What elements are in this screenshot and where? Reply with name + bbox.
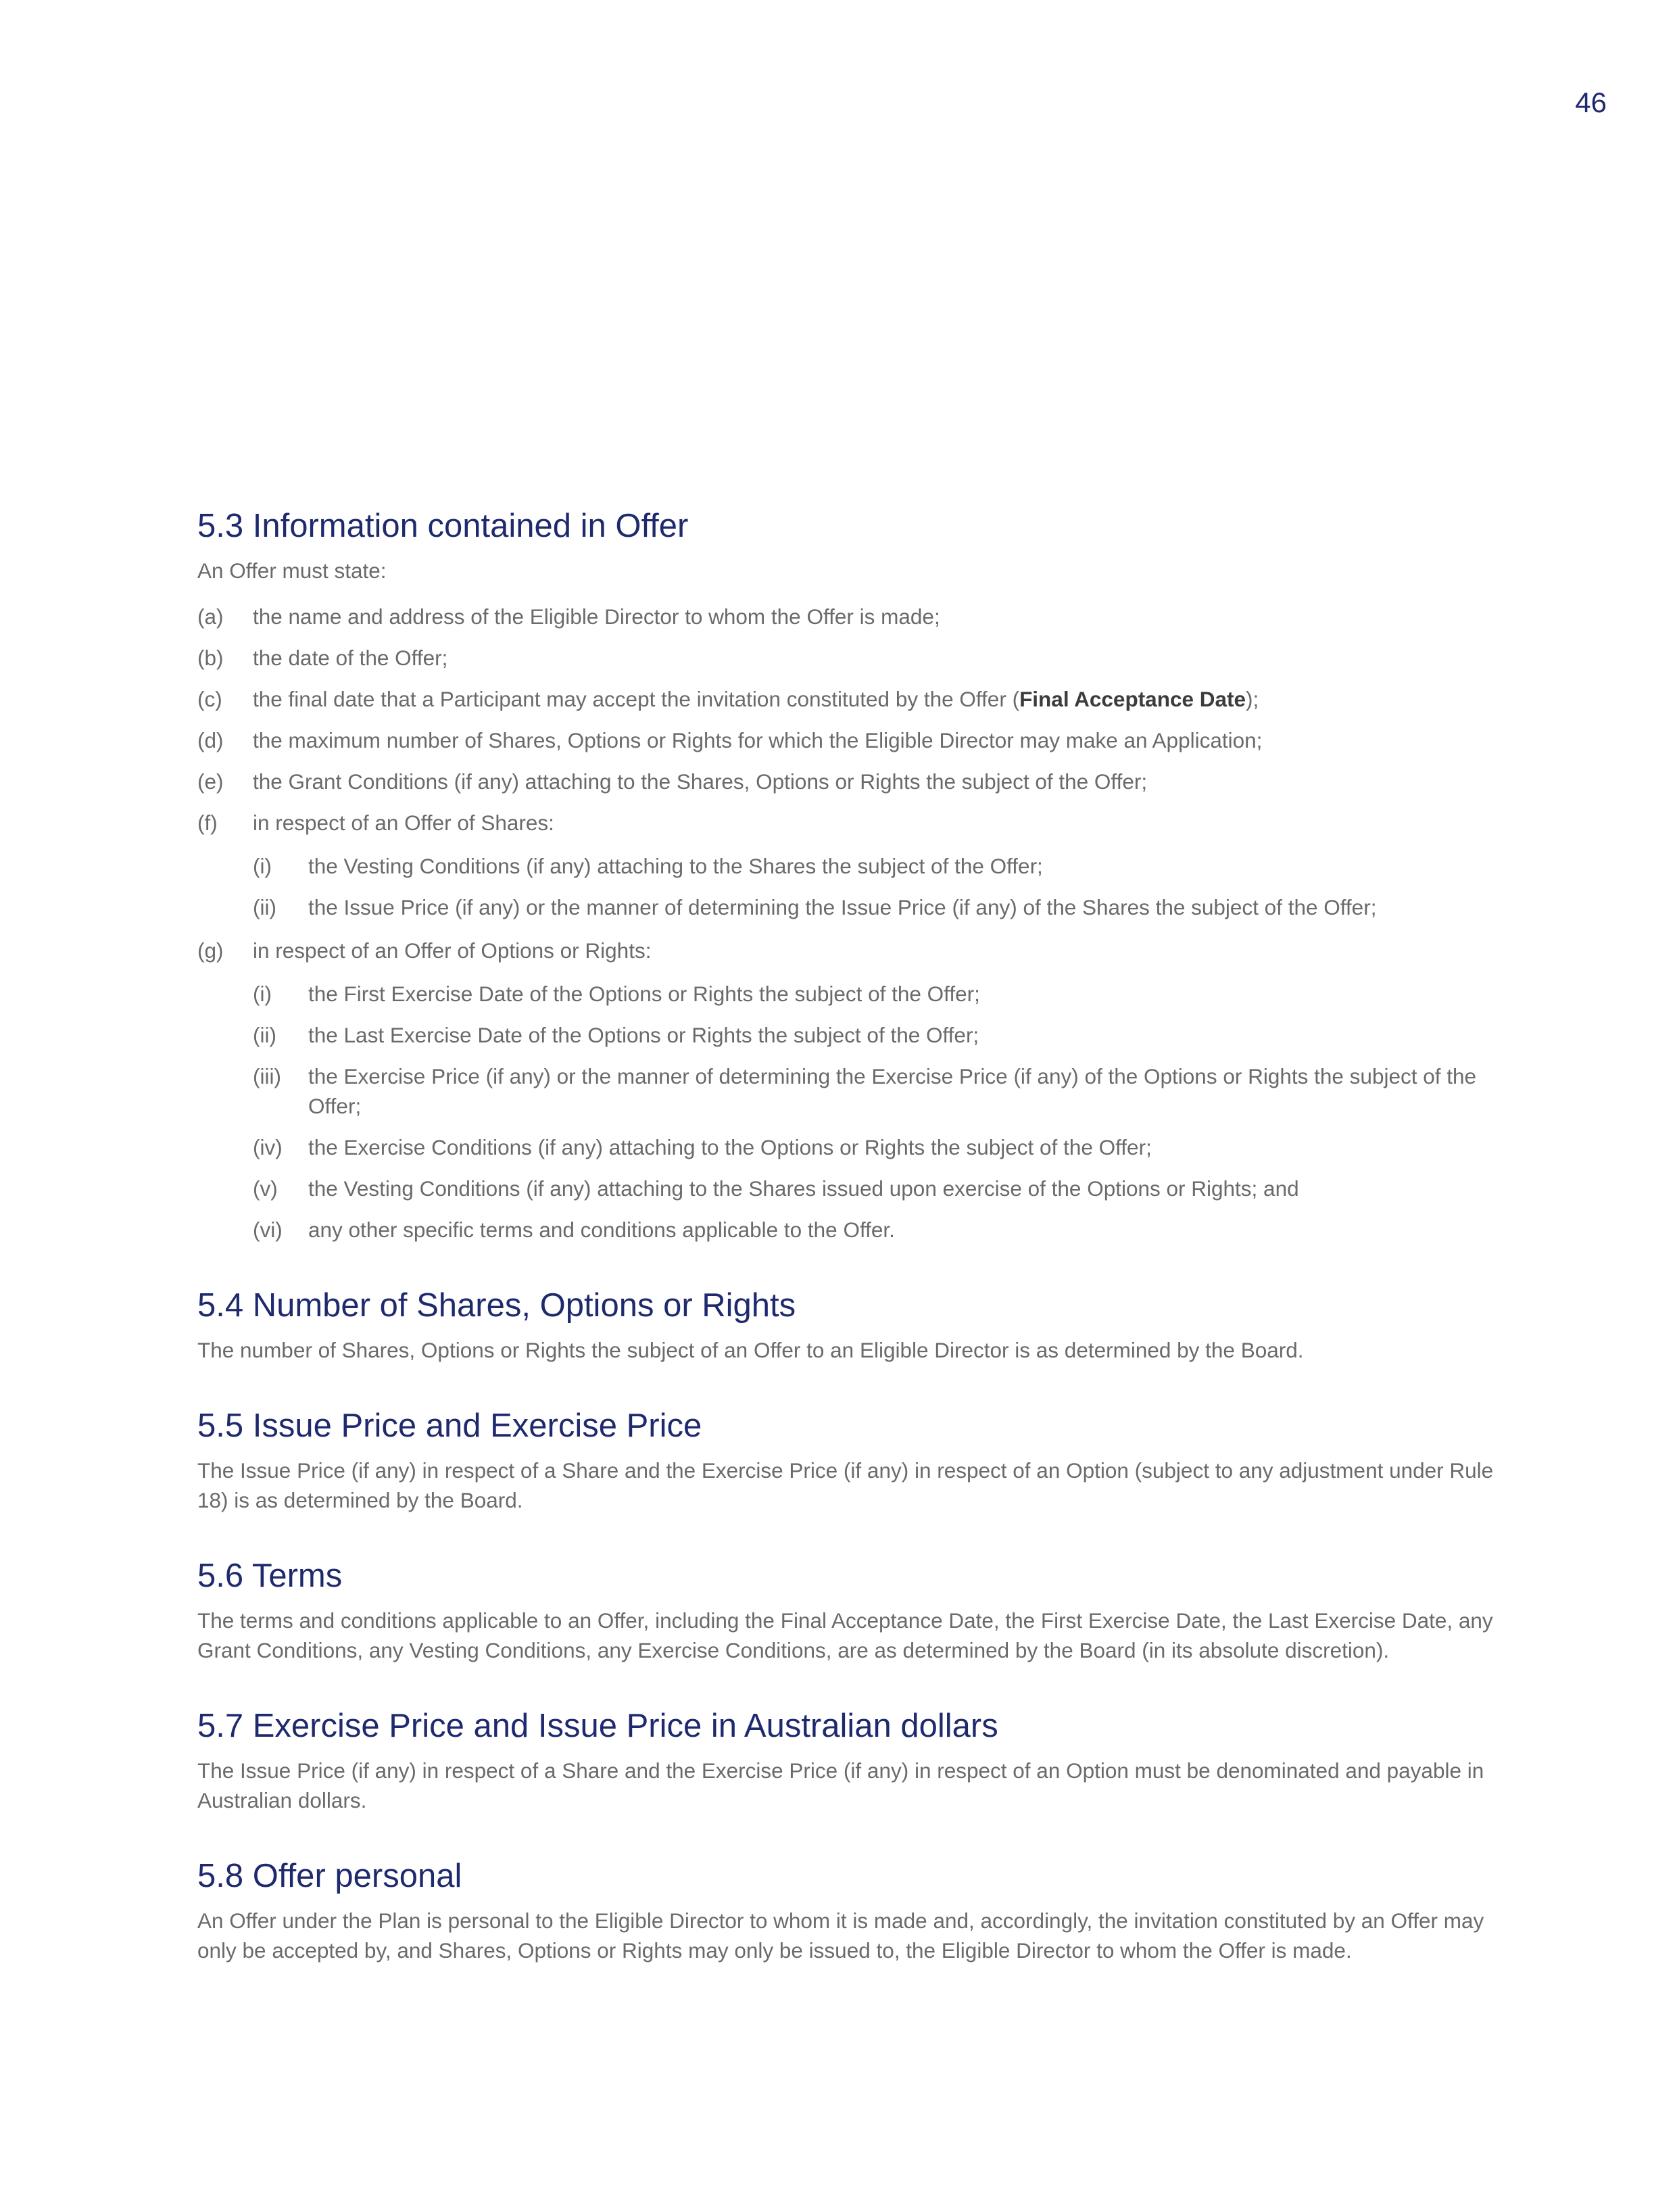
list-item-c: [197, 684, 1509, 714]
list-item-d: [197, 725, 1509, 755]
list-item-f-ii: [197, 892, 1509, 922]
list-item-text: the Exercise Price (if any) or the manner of determining the Exercise Price (if any) of the Options or Rights the subject of the Offer;: [308, 1064, 1477, 1118]
list-item-g-i: [197, 979, 1509, 1009]
list-item-text-after: );: [1246, 687, 1259, 711]
list-marker: (b): [197, 646, 224, 670]
page-number: 46: [1575, 87, 1607, 118]
list-marker: (iv): [253, 1135, 283, 1159]
list-item-g-ii: [197, 1020, 1509, 1050]
section-body-5-8: An Offer under the Plan is personal to the Eligible Director to whom it is made and, accordingly, the invitation constituted by an Offer may only be accepted by, and Shares, Options or Rights may only be issued to, the Eligible Director to whom the Offer is made.: [197, 1908, 1484, 1963]
list-marker: (ii): [253, 895, 276, 919]
list-item-g-iv: [197, 1132, 1509, 1162]
list-marker: (v): [253, 1176, 278, 1201]
list-item-f-i: [197, 851, 1509, 881]
section-body-5-7: The Issue Price (if any) in respect of a Share and the Exercise Price (if any) in respect of an Option must be denominated and payable in Australian dollars.: [197, 1758, 1484, 1812]
list-marker: (g): [197, 938, 224, 963]
list-item-text: the Exercise Conditions (if any) attaching to the Options or Rights the subject of the Offer;: [308, 1135, 1152, 1159]
section-heading-5-3: 5.3 Information contained in Offer: [197, 508, 689, 544]
section-heading-5-8: 5.8 Offer personal: [197, 1858, 462, 1894]
list-item-text: the name and address of the Eligible Director to whom the Offer is made;: [253, 604, 940, 629]
list-marker: (i): [253, 854, 272, 878]
list-item-text: the Issue Price (if any) or the manner of determining the Issue Price (if any) of the Shares the subject of the Offer;: [308, 895, 1377, 919]
list-item-text: any other specific terms and conditions applicable to the Offer.: [308, 1218, 895, 1242]
list-item-text-before: the final date that a Participant may accept the invitation constituted by the Offer (: [253, 687, 1020, 711]
section-5-6: [197, 1556, 1509, 1665]
section-intro-5-3: An Offer must state:: [197, 558, 387, 583]
list-marker: (vi): [253, 1218, 283, 1242]
list-item-text: in respect of an Offer of Shares:: [253, 811, 554, 835]
section-heading-5-4: 5.4 Number of Shares, Options or Rights: [197, 1287, 796, 1324]
list-item-text: the First Exercise Date of the Options or Rights the subject of the Offer;: [308, 982, 980, 1006]
list-marker: (iii): [253, 1064, 281, 1088]
list-item-text: the Grant Conditions (if any) attaching to the Shares, Options or Rights the subject of the Offer;: [253, 769, 1148, 794]
list-item-e: [197, 767, 1509, 796]
section-heading-5-7: 5.7 Exercise Price and Issue Price in Australian dollars: [197, 1708, 998, 1744]
list-marker: (a): [197, 604, 224, 629]
section-body-5-6: The terms and conditions applicable to an Offer, including the Final Acceptance Date, the First Exercise Date, the Last Exercise Date, any Grant Conditions, any Vesting Conditions, any Exercise Conditions, are as determined by the Board (in its absolute discretion).: [197, 1608, 1493, 1662]
list-item-g-vi: [197, 1215, 1509, 1245]
list-item-text: the Last Exercise Date of the Options or Rights the subject of the Offer;: [308, 1023, 979, 1047]
defined-term: Final Acceptance Date: [1019, 687, 1246, 711]
list-item-text: the maximum number of Shares, Options or Rights for which the Eligible Director may make an Application;: [253, 728, 1263, 752]
section-5-4: [197, 1285, 1509, 1365]
list-item-a: [197, 602, 1509, 631]
list-item-b: [197, 643, 1509, 673]
list-marker: (f): [197, 811, 218, 835]
list-item-text: the Vesting Conditions (if any) attaching to the Shares the subject of the Offer;: [308, 854, 1043, 878]
list-item-text: the Vesting Conditions (if any) attaching to the Shares issued upon exercise of the Options or Rights; and: [308, 1176, 1299, 1201]
list-marker: (d): [197, 728, 224, 752]
document-body: [197, 506, 1509, 1965]
list-marker: (e): [197, 769, 224, 794]
section-5-7: [197, 1706, 1509, 1815]
list-marker: (c): [197, 687, 222, 711]
list-item-text: the date of the Offer;: [253, 646, 448, 670]
section-heading-5-6: 5.6 Terms: [197, 1558, 343, 1594]
section-heading-5-5: 5.5 Issue Price and Exercise Price: [197, 1408, 702, 1444]
list-item-g-v: [197, 1174, 1509, 1203]
list-marker: (ii): [253, 1023, 276, 1047]
list-item-f: [197, 808, 1509, 838]
section-body-5-4: The number of Shares, Options or Rights the subject of an Offer to an Eligible Director is as determined by the Board.: [197, 1338, 1304, 1362]
offer-requirements-list: [197, 602, 1509, 1245]
section-5-8: [197, 1856, 1509, 1965]
section-body-5-5: The Issue Price (if any) in respect of a Share and the Exercise Price (if any) in respect of an Option (subject to any adjustment under Rule 18) is as determined by the Board.: [197, 1458, 1494, 1512]
list-item-g: [197, 936, 1509, 965]
list-item-g-iii: [197, 1061, 1509, 1121]
section-5-5: [197, 1405, 1509, 1515]
list-item-text: in respect of an Offer of Options or Rights:: [253, 938, 652, 963]
list-marker: (i): [253, 982, 272, 1006]
section-5-3: [197, 506, 1509, 1245]
